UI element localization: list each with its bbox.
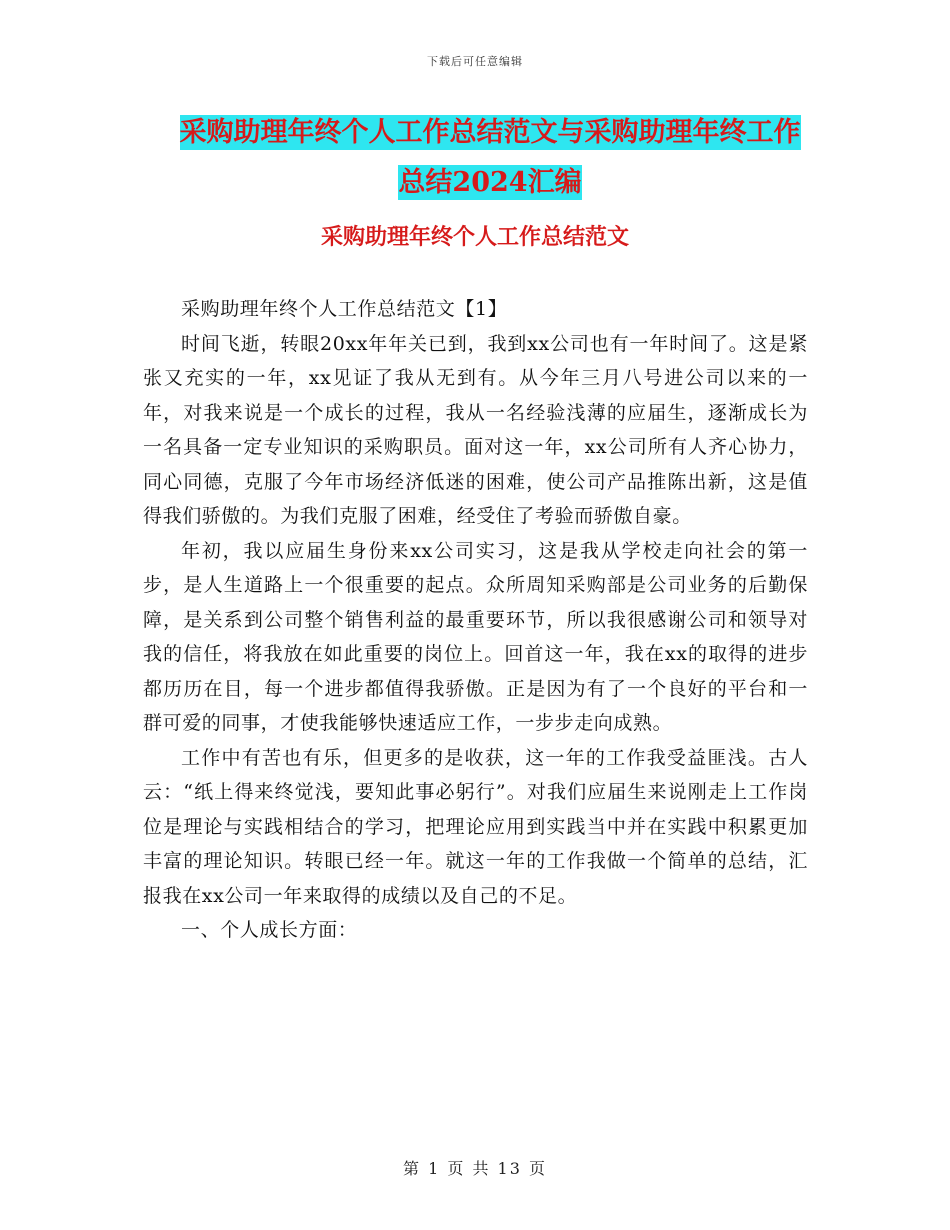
title-line-1: 采购助理年终个人工作总结范文与采购助理年终工作: [179, 117, 801, 148]
paragraph-heading: 采购助理年终个人工作总结范文【1】: [181, 298, 508, 320]
header-note: 下载后可任意编辑: [427, 55, 523, 68]
paragraph: 年初，我以应届生身份来xx公司实习，这是我从学校走向社会的第一步，是人生道路上一个很重要的起点。众所周知采购部是公司业务的后勤保障，是关系到公司整个销售利益的最重要环节，所以我很感谢公司和领导对我的信任，将我放在如此重要的岗位上。回首这一年，我在xx的取得的进步都历历在目，每一个进步都值得我骄傲。正是因为有了一个良好的平台和一群可爱的同事，才使我能够快速适应工作，一步步走向成熟。: [143, 539, 808, 734]
page-footer: 第 1 页 共 13 页: [403, 1159, 547, 1178]
body-text: [143, 292, 808, 948]
title-line-2: 总结2024汇编: [398, 167, 582, 198]
subsection-heading: 一、个人成长方面：: [181, 919, 358, 941]
paragraph: 时间飞逝，转眼20xx年年关已到，我到xx公司也有一年时间了。这是紧张又充实的一年，xx见证了我从无到有。从今年三月八号进公司以来的一年，对我来说是一个成长的过程，我从一名经验浅薄的应届生，逐渐成长为一名具备一定专业知识的采购职员。面对这一年，xx公司所有人齐心协力，同心同德，克服了今年市场经济低迷的困难，使公司产品推陈出新，这是值得我们骄傲的。为我们克服了困难，经受住了考验而骄傲自豪。: [143, 332, 808, 527]
paragraph: 工作中有苦也有乐，但更多的是收获，这一年的工作我受益匪浅。古人云：“纸上得来终觉浅，要知此事必躬行”。对我们应届生来说刚走上工作岗位是理论与实践相结合的学习，把理论应用到实践当中并在实践中积累更加丰富的理论知识。转眼已经一年。就这一年的工作我做一个简单的总结，汇报我在xx公司一年来取得的成绩以及自己的不足。: [143, 746, 808, 907]
document-title: [140, 108, 840, 208]
section-title: 采购助理年终个人工作总结范文: [320, 224, 629, 250]
